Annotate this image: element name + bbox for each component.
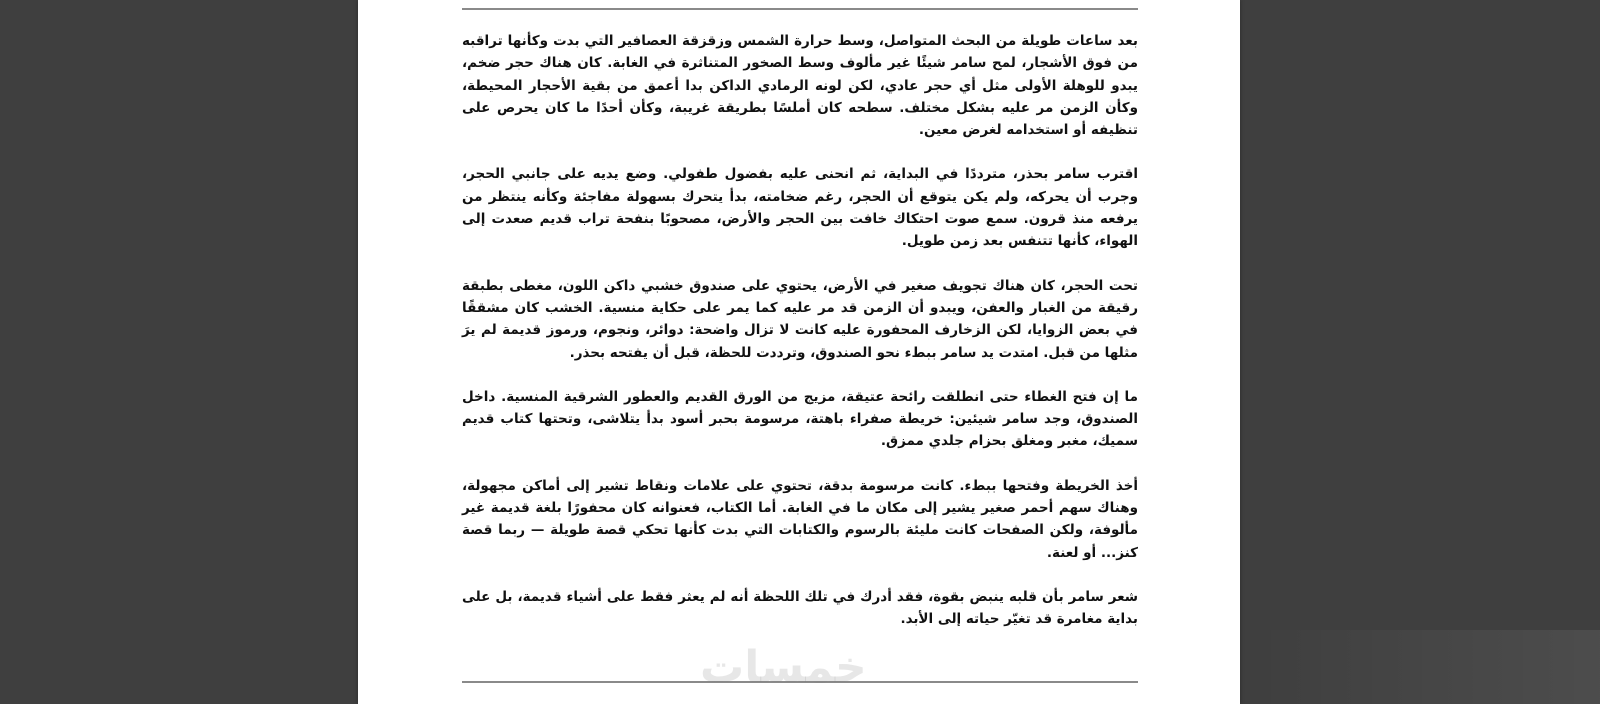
corner-glow	[1258, 630, 1600, 704]
paragraph-2: اقترب سامر بحذر، مترددًا في البداية، ثم انحنى عليه بفضول طفولي. وضع يديه على جانبي الحجر، وجرب أن يحركه، ولم يكن يتوقع أن الحجر، رغم ضخامته، بدأ يتحرك بسهولة مفاجئة وكأنه ينتظر من يرفعه منذ قرون. سمع صوت احتكاك خافت بين الحجر والأرض، مصحوبًا بنفحة تراب قديم صعدت إلى الهواء، كأنها تتنفس بعد زمن طويل.	[462, 166, 1138, 250]
bottom-divider	[462, 681, 1138, 683]
document-page	[358, 0, 1240, 704]
paragraph-5: أخذ الخريطة وفتحها ببطء. كانت مرسومة بدقة، تحتوي على علامات ونقاط تشير إلى أماكن مجهولة، وهناك سهم أحمر صغير يشير إلى مكان ما في الغابة. أما الكتاب، فعنوانه كان محفورًا بلغة قديمة غير مألوفة، ولكن الصفحات كانت مليئة بالرسوم والكتابات التي بدت كأنها تحكي قصة طويلة — ربما قصة كنز... أو لعنة.	[462, 477, 1138, 561]
paragraph-4: ما إن فتح الغطاء حتى انطلقت رائحة عتيقة، مزيج من الورق القديم والعطور الشرقية المنسية. داخل الصندوق، وجد سامر شيئين: خريطة صفراء باهتة، مرسومة بحبر أسود بدأ يتلاشى، وتحتها كتاب قديم سميك، مغبر ومغلق بحزام جلدي ممزق.	[462, 388, 1138, 450]
paragraph-3: تحت الحجر، كان هناك تجويف صغير في الأرض، يحتوي على صندوق خشبي داكن اللون، مغطى بطبقة رقيقة من الغبار والعفن، ويبدو أن الزمن قد مر عليه كما يمر على حكاية منسية. الخشب كان مشققًا في بعض الزوايا، لكن الزخارف المحفورة عليه كانت لا تزال واضحة: دوائر، ونجوم، ورموز قديمة لم يرَ مثلها من قبل. امتدت يد سامر ببطء نحو الصندوق، وترددت للحظة، قبل أن يفتحه بحذر.	[462, 277, 1138, 361]
paragraph-6: شعر سامر بأن قلبه ينبض بقوة، فقد أدرك في تلك اللحظة أنه لم يعثر فقط على أشياء قديمة، بل على بداية مغامرة قد تغيّر حياته إلى الأبد.	[462, 588, 1138, 628]
paragraph-1: بعد ساعات طويلة من البحث المتواصل، وسط حرارة الشمس وزقزقة العصافير التي بدت وكأنها تراقبه من فوق الأشجار، لمح سامر شيئًا غير مألوف وسط الصخور المتناثرة في الغابة. كان هناك حجر ضخم، يبدو للوهلة الأولى مثل أي حجر عادي، لكن لونه الرمادي الداكن بدا أعمق من بقية الأحجار المحيطة، وكأن الزمن مر عليه بشكل مختلف. سطحه كان أملسًا بطريقة غريبة، وكأن أحدًا ما كان يحرص على تنظيفه أو استخدامه لغرض معين.	[462, 33, 1138, 139]
top-divider	[462, 8, 1138, 10]
page-content	[462, 30, 1138, 653]
